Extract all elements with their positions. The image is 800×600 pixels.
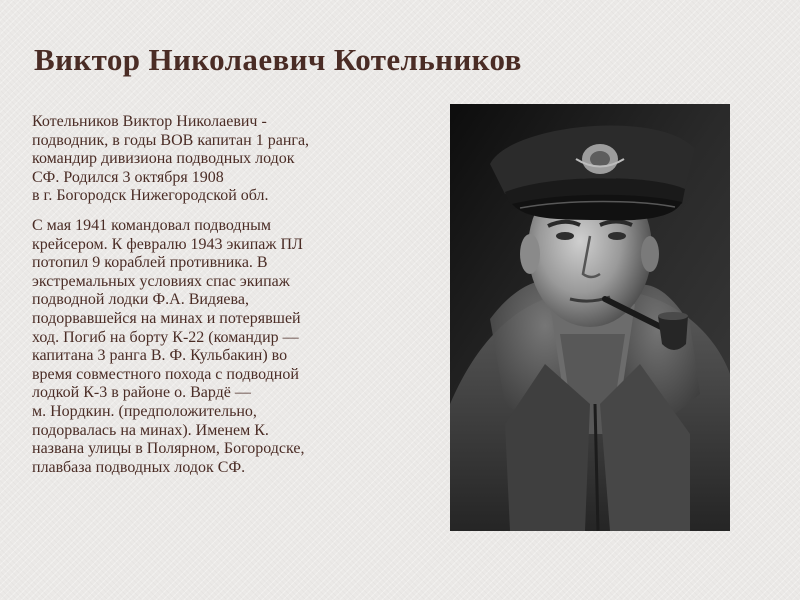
biography-paragraph-intro: Котельников Виктор Николаевич - подводник, в годы ВОВ капитан 1 ранга, командир дивизиона подводных лодок СФ. Родился 3 октября 1908 в г. Богородск Нижегородской обл. — [32, 113, 310, 205]
portrait-photo — [450, 104, 730, 531]
biography-paragraph-career: С мая 1941 командовал подводным крейсером. К февралю 1943 экипаж ПЛ потопил 9 кораблей противника. В экстремальных условиях спас экипаж подводной лодки Ф.А. Видяева, подорвавшейся на минах и потерявшей ход. Погиб на борту К-22 (командир — капитана 3 ранга В. Ф. Кульбакин) во время совместного похода с подводной лодкой К-3 в районе о. Вардё — м. Нордкин. (предположительно, подорвалась на минах). Именем К. названа улицы в Полярном, Богородске, плавбаза подводных лодок СФ. — [32, 216, 305, 476]
slide-title: Виктор Николаевич Котельников — [34, 42, 522, 77]
biography-text — [32, 113, 402, 488]
